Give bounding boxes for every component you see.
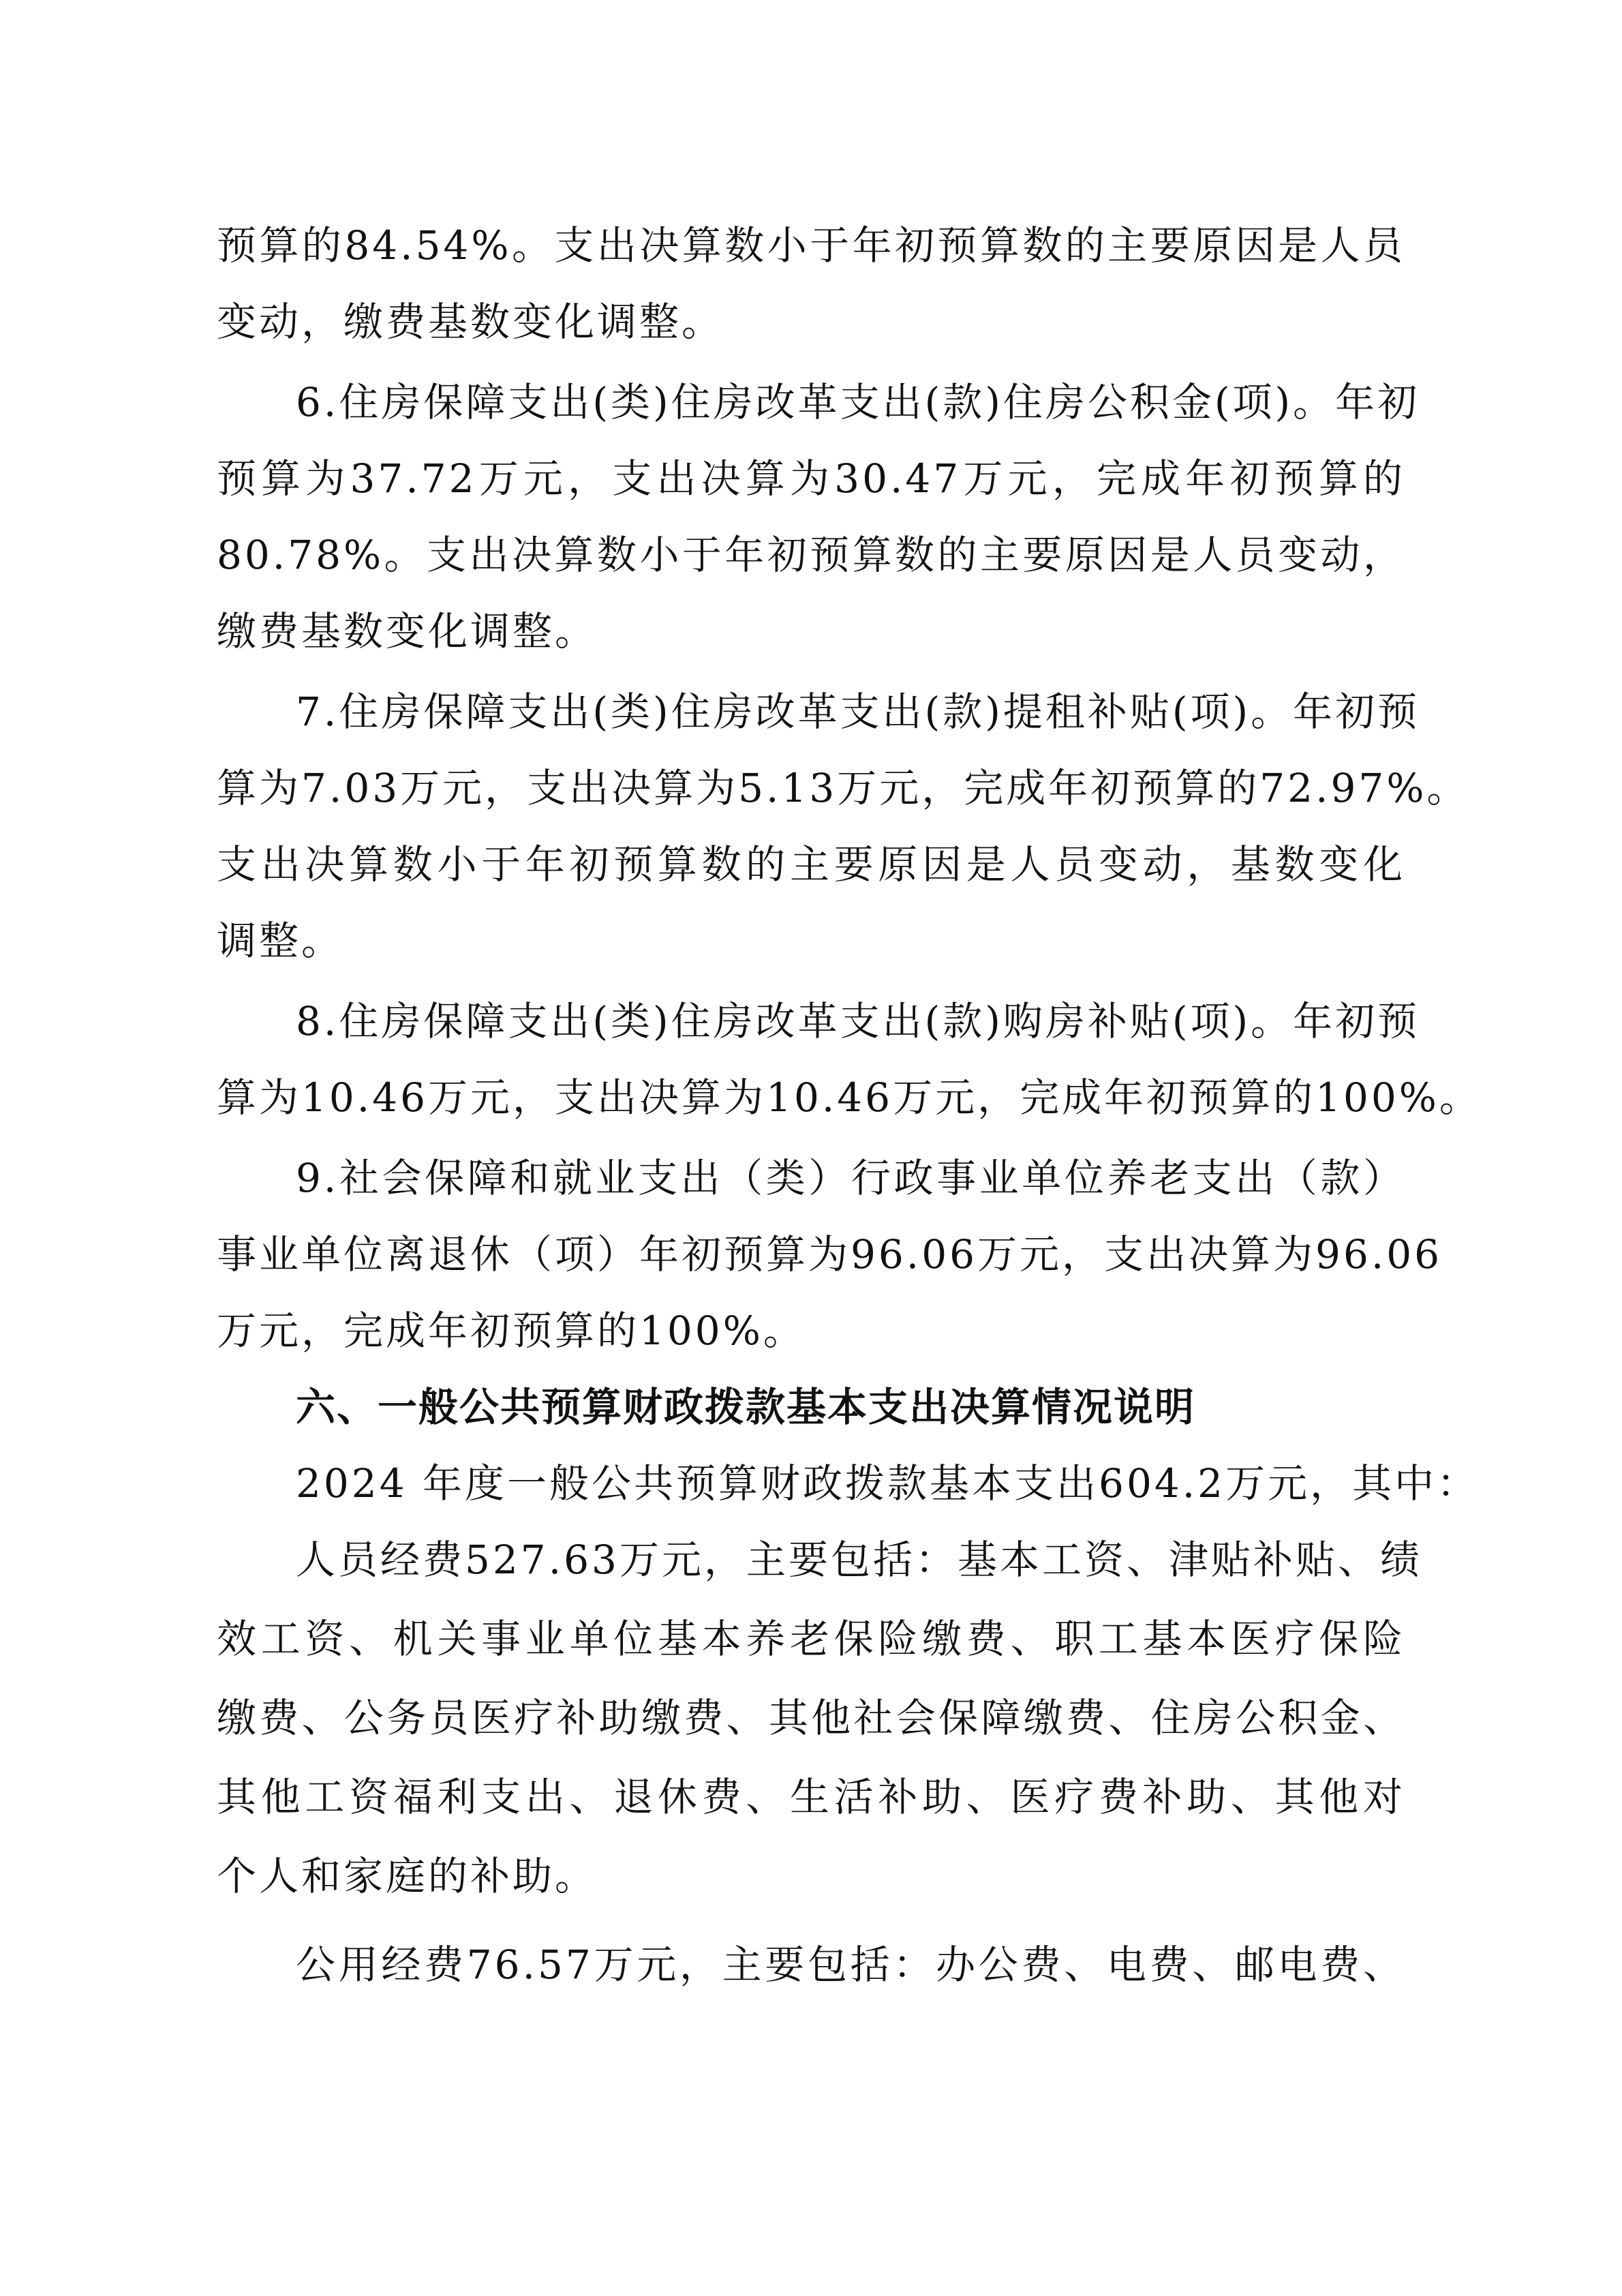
text-line: 缴费基数变化调整。	[217, 608, 598, 654]
text-line: 变动，缴费基数变化调整。	[217, 299, 724, 345]
text-line: 算为7.03万元，支出决算为5.13万元，完成年初预算的72.97%。	[217, 765, 1469, 811]
text-line: 预算的84.54%。支出决算数小于年初预算数的主要原因是人员	[217, 222, 1405, 269]
item-9-line: 9.社会保障和就业支出（类）行政事业单位养老支出（款）	[296, 1155, 1405, 1201]
item-8-line: 8.住房保障支出(类)住房改革支出(款)购房补贴(项)。年初预	[296, 998, 1420, 1044]
text-line: 缴费、公务员医疗补助缴费、其他社会保障缴费、住房公积金、	[217, 1695, 1405, 1741]
text-line: 效工资、机关事业单位基本养老保险缴费、职工基本医疗保险	[217, 1616, 1405, 1662]
item-6-line: 6.住房保障支出(类)住房改革支出(款)住房公积金(项)。年初	[296, 379, 1420, 425]
text-line: 万元，完成年初预算的100%。	[217, 1308, 806, 1354]
public-expense-line: 公用经费76.57万元，主要包括：办公费、电费、邮电费、	[296, 1942, 1405, 1988]
text-line: 算为10.46万元，支出决算为10.46万元，完成年初预算的100%。	[217, 1074, 1482, 1121]
section-heading: 六、一般公共预算财政拨款基本支出决算情况说明	[296, 1384, 1196, 1430]
summary-line: 2024 年度一般公共预算财政拨款基本支出604.2万元，其中：	[296, 1460, 1480, 1507]
text-line: 其他工资福利支出、退休费、生活补助、医疗费补助、其他对	[217, 1774, 1405, 1820]
text-line: 预算为37.72万元，支出决算为30.47万元，完成年初预算的	[217, 455, 1405, 502]
text-line: 个人和家庭的补助。	[217, 1853, 598, 1899]
text-line: 事业单位离退休（项）年初预算为96.06万元，支出决算为96.06	[217, 1231, 1443, 1278]
personnel-expense-line: 人员经费527.63万元，主要包括：基本工资、津贴补贴、绩	[296, 1537, 1422, 1583]
text-line: 调整。	[217, 918, 344, 964]
item-7-line: 7.住房保障支出(类)住房改革支出(款)提租补贴(项)。年初预	[296, 689, 1420, 735]
text-line: 支出决算数小于年初预算数的主要原因是人员变动，基数变化	[217, 841, 1405, 888]
text-line: 80.78%。支出决算数小于年初预算数的主要原因是人员变动，	[217, 532, 1405, 578]
